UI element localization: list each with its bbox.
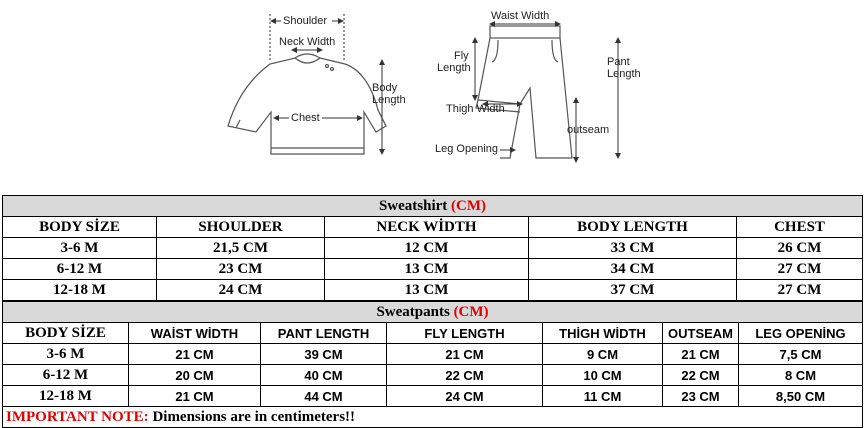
important-note	[3, 407, 863, 428]
header-cell: CHEST	[737, 217, 863, 238]
size-diagram	[0, 0, 864, 195]
pant-length-label-2: Length	[607, 68, 641, 80]
table-row	[3, 259, 863, 280]
table-cell: 7,5 CM	[739, 344, 863, 365]
note-row	[3, 407, 863, 428]
table-cell: 24 CM	[157, 280, 325, 301]
table-cell: 39 CM	[261, 344, 387, 365]
header-cell: BODY SİZE	[3, 323, 129, 344]
body-length-label-1: Body	[372, 82, 398, 94]
table-cell: 13 CM	[325, 259, 529, 280]
table-cell: 20 CM	[129, 365, 261, 386]
header-cell: THİGH WİDTH	[543, 323, 663, 344]
neck-width-label: Neck Width	[279, 36, 336, 48]
table-cell: 23 CM	[663, 386, 739, 407]
table-cell: 27 CM	[737, 280, 863, 301]
table-cell: 10 CM	[543, 365, 663, 386]
note-label: IMPORTANT NOTE:	[6, 408, 149, 425]
table-cell: 21 CM	[387, 344, 543, 365]
table-cell: 21,5 CM	[157, 238, 325, 259]
table-row	[3, 238, 863, 259]
table-row	[3, 344, 863, 365]
table-cell: 6-12 M	[3, 365, 129, 386]
table-cell: 12 CM	[325, 238, 529, 259]
table-cell: 21 CM	[129, 386, 261, 407]
table-row	[3, 386, 863, 407]
header-cell: SHOULDER	[157, 217, 325, 238]
sweatshirt-header-row	[3, 217, 863, 238]
table-cell: 13 CM	[325, 280, 529, 301]
sweatshirt-title: Sweatshirt (CM)	[3, 196, 863, 217]
pant-length-label-1: Pant	[607, 56, 630, 68]
table-cell: 26 CM	[737, 238, 863, 259]
sweatshirt-drawing	[228, 54, 386, 154]
shoulder-label: Shoulder	[283, 15, 328, 27]
sweatpants-drawing	[476, 26, 572, 158]
sweatpants-header-row	[3, 323, 863, 344]
table-cell: 8 CM	[739, 365, 863, 386]
sweatshirt-table	[2, 195, 863, 301]
header-cell: OUTSEAM	[663, 323, 739, 344]
table-cell: 12-18 M	[3, 280, 157, 301]
header-cell: FLY LENGTH	[387, 323, 543, 344]
table-cell: 22 CM	[663, 365, 739, 386]
note-text: Dimensions are in centimeters!!	[148, 408, 356, 425]
waist-width-label: Waist Width	[491, 10, 550, 22]
table-cell: 44 CM	[261, 386, 387, 407]
thigh-width-label: Thigh Width	[446, 103, 505, 115]
table-cell: 22 CM	[387, 365, 543, 386]
table-cell: 8,50 CM	[739, 386, 863, 407]
header-cell: PANT LENGTH	[261, 323, 387, 344]
header-cell: BODY SİZE	[3, 217, 157, 238]
body-length-label-2: Length	[372, 94, 406, 106]
fly-length-label-2: Length	[437, 62, 471, 74]
sweatpants-title: Sweatpants (CM)	[3, 302, 863, 323]
table-cell: 34 CM	[529, 259, 737, 280]
table-cell: 12-18 M	[3, 386, 129, 407]
table-cell: 21 CM	[129, 344, 261, 365]
table-cell: 24 CM	[387, 386, 543, 407]
header-cell: WAİST WİDTH	[129, 323, 261, 344]
table-cell: 33 CM	[529, 238, 737, 259]
table-cell: 21 CM	[663, 344, 739, 365]
table-cell: 27 CM	[737, 259, 863, 280]
header-cell: NECK WİDTH	[325, 217, 529, 238]
table-cell: 37 CM	[529, 280, 737, 301]
sweatpants-table	[2, 301, 863, 428]
garment-illustration	[0, 0, 864, 195]
table-cell: 9 CM	[543, 344, 663, 365]
table-cell: 6-12 M	[3, 259, 157, 280]
table-row	[3, 280, 863, 301]
table-cell: 3-6 M	[3, 238, 157, 259]
table-cell: 23 CM	[157, 259, 325, 280]
table-row	[3, 365, 863, 386]
fly-length-label-1: Fly	[454, 50, 469, 62]
table-cell: 40 CM	[261, 365, 387, 386]
header-cell: LEG OPENİNG	[739, 323, 863, 344]
chest-label: Chest	[291, 112, 320, 124]
table-cell: 3-6 M	[3, 344, 129, 365]
table-cell: 11 CM	[543, 386, 663, 407]
outseam-label: outseam	[567, 124, 610, 136]
header-cell: BODY LENGTH	[529, 217, 737, 238]
leg-opening-label: Leg Opening	[435, 143, 498, 155]
